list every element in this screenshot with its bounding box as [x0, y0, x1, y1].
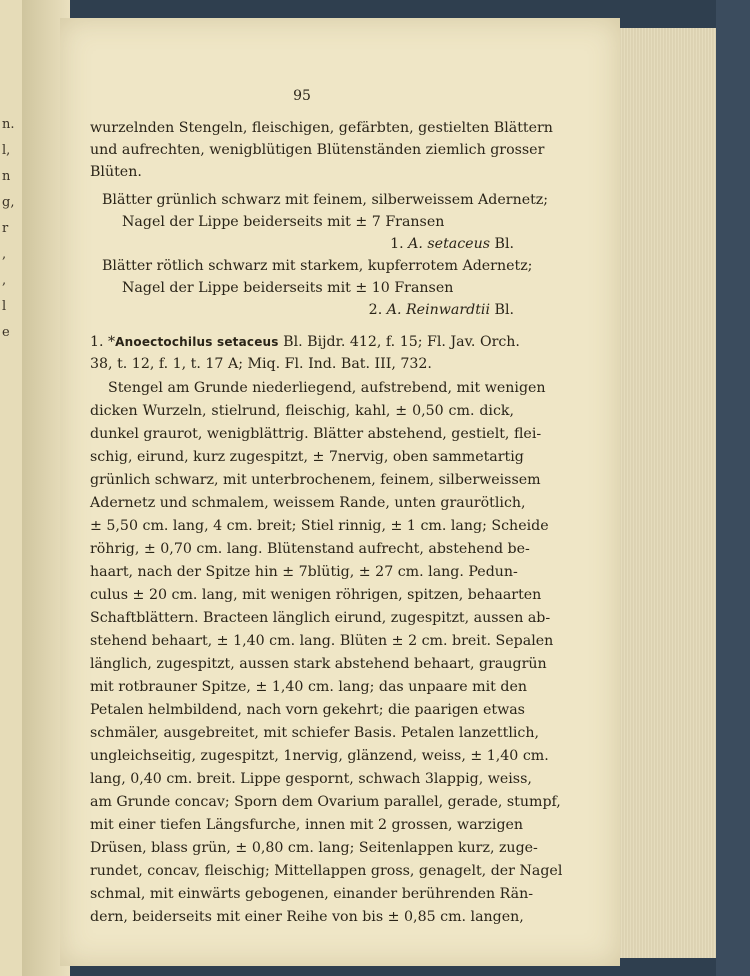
key-line: Nagel der Lippe beiderseits mit ± 7 Fransen	[122, 214, 445, 230]
description-line: schmal, mit einwärts gebogenen, einander berührenden Rän-	[90, 886, 534, 902]
description-line: röhrig, ± 0,70 cm. lang. Blütenstand aufrecht, abstehend be-	[90, 541, 530, 557]
taxon-author: Bl.	[494, 236, 514, 252]
key-number: 2.	[368, 302, 383, 318]
edge-char: ,	[2, 247, 7, 262]
description-line: Adernetz und schmalem, weissem Rande, unten graurötlich,	[90, 495, 526, 511]
key-line: Blätter grünlich schwarz mit feinem, silberweissem Adernetz;	[102, 192, 549, 208]
description-line: ± 5,50 cm. lang, 4 cm. breit; Stiel rinnig, ± 1 cm. lang; Scheide	[90, 518, 549, 534]
key-taxon	[90, 236, 514, 252]
book-cover	[716, 0, 750, 976]
description-line: dicken Wurzeln, stielrund, fleischig, kahl, ± 0,50 cm. dick,	[90, 403, 514, 419]
edge-char: g,	[2, 195, 15, 210]
species-citation: Bl. Bijdr. 412, f. 15; Fl. Jav. Orch.	[278, 334, 520, 350]
description-line: Stengel am Grunde niederliegend, aufstrebend, mit wenigen	[108, 380, 546, 396]
description-line: länglich, zugespitzt, aussen stark abstehend behaart, graugrün	[90, 656, 547, 672]
description-line: lang, 0,40 cm. breit. Lippe gespornt, schwach 3lappig, weiss,	[90, 771, 532, 787]
species-citation-line: 38, t. 12, f. 1, t. 17 A; Miq. Fl. Ind. Bat. III, 732.	[90, 356, 432, 372]
edge-char: n.	[2, 117, 15, 132]
species-prefix: 1. *	[90, 334, 116, 350]
taxon-name: A. Reinwardtii	[386, 302, 490, 318]
intro-line: wurzelnden Stengeln, fleischigen, gefärbten, gestielten Blättern	[90, 120, 553, 136]
description-line: Schaftblättern. Bracteen länglich eirund, zugespitzt, aussen ab-	[90, 610, 551, 626]
intro-line: und aufrechten, wenigblütigen Blütenständen ziemlich grosser	[90, 142, 545, 158]
description-line: Drüsen, blass grün, ± 0,80 cm. lang; Seitenlappen kurz, zuge-	[90, 840, 538, 856]
key-taxon	[90, 302, 514, 318]
edge-char: e	[2, 325, 10, 340]
edge-char: r	[2, 221, 9, 236]
description-line: rundet, concav, fleischig; Mittellappen gross, genagelt, der Nagel	[90, 863, 563, 879]
description-line: culus ± 20 cm. lang, mit wenigen röhrigen, spitzen, behaarten	[90, 587, 542, 603]
description-line: haart, nach der Spitze hin ± 7blütig, ± 27 cm. lang. Pedun-	[90, 564, 518, 580]
key-line: Nagel der Lippe beiderseits mit ± 10 Fransen	[122, 280, 454, 296]
intro-line: Blüten.	[90, 164, 142, 180]
edge-char: l	[2, 299, 7, 314]
edge-char: l,	[2, 143, 11, 158]
left-page-edge-text	[2, 112, 18, 346]
description-line: ungleichseitig, zugespitzt, 1nervig, glänzend, weiss, ± 1,40 cm.	[90, 748, 549, 764]
description-line: schmäler, ausgebreitet, mit schiefer Basis. Petalen lanzettlich,	[90, 725, 539, 741]
description-line: schig, eirund, kurz zugespitzt, ± 7nervig, oben sammetartig	[90, 449, 524, 465]
page-fore-edge	[620, 28, 718, 958]
page-number: 95	[293, 88, 311, 104]
description-line: Petalen helmbildend, nach vorn gekehrt; die paarigen etwas	[90, 702, 525, 718]
description-line: dunkel graurot, wenigblättrig. Blätter abstehend, gestielt, flei-	[90, 426, 542, 442]
left-page-edge	[0, 0, 24, 976]
taxon-name: A. setaceus	[408, 236, 490, 252]
taxon-author: Bl.	[494, 302, 514, 318]
description-line: stehend behaart, ± 1,40 cm. lang. Blüten ± 2 cm. breit. Sepalen	[90, 633, 554, 649]
species-heading	[90, 334, 520, 350]
edge-char: ,	[2, 273, 7, 288]
edge-char: n	[2, 169, 11, 184]
description-line: mit einer tiefen Längsfurche, innen mit 2 grossen, warzigen	[90, 817, 524, 833]
species-name: Anoectochilus setaceus	[115, 335, 279, 349]
description-line: dern, beiderseits mit einer Reihe von bis ± 0,85 cm. langen,	[90, 909, 524, 925]
description-line: grünlich schwarz, mit unterbrochenem, feinem, silberweissem	[90, 472, 541, 488]
description-line: am Grunde concav; Sporn dem Ovarium parallel, gerade, stumpf,	[90, 794, 561, 810]
description-line: mit rotbrauner Spitze, ± 1,40 cm. lang; das unpaare mit den	[90, 679, 527, 695]
key-line: Blätter rötlich schwarz mit starkem, kupferrotem Adernetz;	[102, 258, 533, 274]
key-number: 1.	[390, 236, 404, 252]
